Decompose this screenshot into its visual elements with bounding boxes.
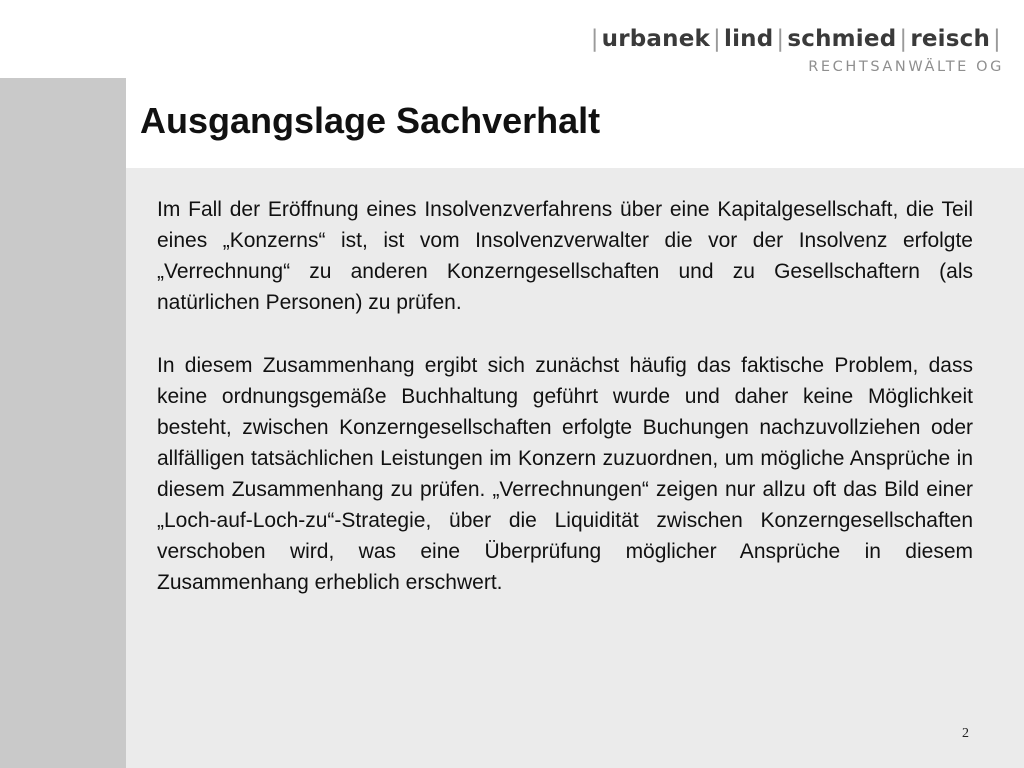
left-decorative-band: [0, 78, 126, 768]
title-divider: [126, 156, 1024, 168]
logo-names: [588, 22, 1004, 56]
logo-separator: |: [993, 26, 1001, 52]
logo-separator: |: [899, 26, 908, 52]
logo-name-lind: lind: [723, 26, 774, 52]
slide-body: [157, 194, 973, 630]
logo-separator: |: [776, 26, 785, 52]
logo-name-schmied: schmied: [787, 26, 897, 52]
logo-name-urbanek: urbanek: [601, 26, 711, 52]
logo-name-reisch: reisch: [910, 26, 991, 52]
body-paragraph-2: In diesem Zusammenhang ergibt sich zunächst häufig das faktische Problem, dass keine ordnungsgemäße Buchhaltung geführt wurde und daher keine Möglichkeit besteht, zwischen Konzerngesellschaften erfolgte Buchungen nachzuvollziehen oder allfälligen tatsächlichen Leistungen im Konzern zuzuordnen, um mögliche Ansprüche in diesem Zusammenhang zu prüfen. „Verrechnungen“ zeigen nur allzu oft das Bild einer „Loch-auf-Loch-zu“-Strategie, über die Liquidität zwischen Konzerngesellschaften verschoben wird, was eine Überprüfung möglicher Ansprüche in diesem Zusammenhang erheblich erschwert.: [157, 354, 973, 594]
logo-separator: |: [590, 26, 599, 52]
logo-separator: |: [713, 26, 721, 52]
firm-logo: [588, 22, 1004, 75]
body-paragraph-1: Im Fall der Eröffnung eines Insolvenzverfahrens über eine Kapitalgesellschaft, die Teil eines „Konzerns“ ist, ist vom Insolvenzverwalter die vor der Insolvenz erfolgte „Verrechnung“ zu anderen Konzerngesellschaften und zu Gesellschaftern (als natürlichen Personen) zu prüfen.: [157, 198, 973, 314]
slide-title: Ausgangslage Sachverhalt: [140, 100, 601, 141]
logo-tagline: RECHTSANWÄLTE OG: [808, 59, 1004, 75]
page-number: 2: [962, 726, 969, 741]
